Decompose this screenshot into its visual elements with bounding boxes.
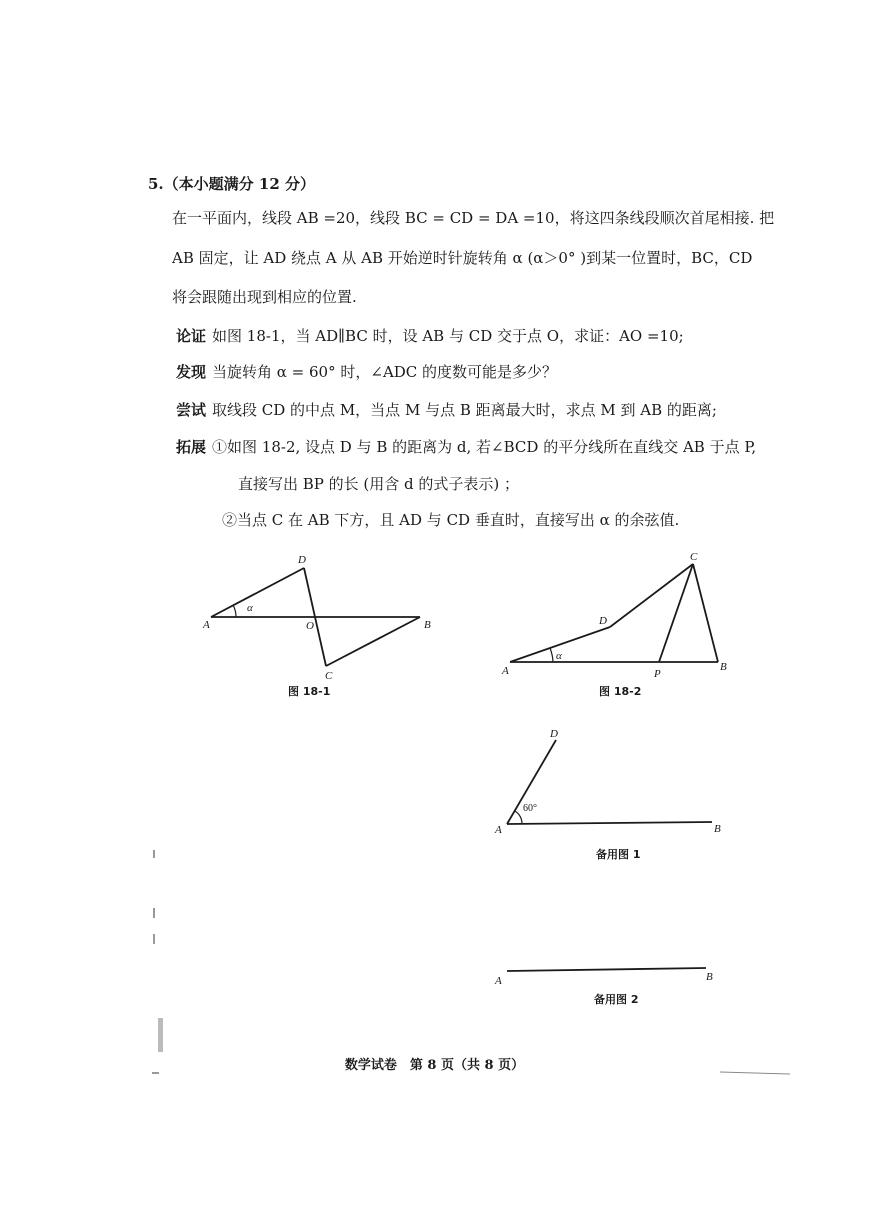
try-tag: 尝试 xyxy=(176,401,207,419)
spare1-angle-arc xyxy=(515,811,522,824)
fig1-label-o: O xyxy=(306,620,314,632)
fig1-label-d: D xyxy=(298,554,306,566)
fig1-label-b: B xyxy=(424,619,431,631)
intro-line-3: 将会跟随出现到相应的位置. xyxy=(172,288,357,306)
spare1-label-angle: 60° xyxy=(523,803,537,814)
fig1-angle-arc xyxy=(233,605,236,617)
spare1-caption: 备用图 1 xyxy=(596,848,641,861)
scan-mark xyxy=(153,908,155,918)
spare2-label-b: B xyxy=(706,971,713,983)
fig2-label-d: D xyxy=(599,615,607,627)
fig2-segment-dc xyxy=(610,564,693,627)
fig2-segment-cp xyxy=(659,564,693,662)
fig2-label-alpha: α xyxy=(556,650,562,662)
fig1-segment-ad xyxy=(211,568,304,617)
spare1-label-b: B xyxy=(714,823,721,835)
fig2-caption: 图 18-2 xyxy=(599,685,642,698)
intro-line-1: 在一平面内，线段 AB =20，线段 BC = CD = DA =10，将这四条线段顺次首尾相接. 把 xyxy=(172,209,775,227)
proof-text: 如图 18-1，当 AD∥BC 时，设 AB 与 CD 交于点 O，求证：AO =10; xyxy=(212,327,684,345)
discover-tag: 发现 xyxy=(176,363,207,381)
figure-18-2 xyxy=(510,564,718,662)
spare1-label-d: D xyxy=(550,728,558,740)
scan-mark xyxy=(153,934,155,944)
spare2-caption: 备用图 2 xyxy=(594,993,639,1006)
spare2-label-a: A xyxy=(495,975,502,987)
fig1-label-alpha: α xyxy=(247,602,253,614)
fig2-angle-arc xyxy=(550,648,553,662)
fig1-label-a: A xyxy=(203,619,210,631)
fig1-label-c: C xyxy=(325,670,333,682)
spare1-segment-ab xyxy=(507,822,712,824)
fig1-segment-cb xyxy=(326,617,420,666)
question-header: 5.（本小题满分 12 分） xyxy=(148,175,315,193)
scan-mark xyxy=(152,1072,159,1074)
fig2-segment-cb xyxy=(693,564,718,662)
proof-tag: 论证 xyxy=(176,327,207,345)
fig2-label-b: B xyxy=(720,661,727,673)
extend-text-1: ①如图 18-2, 设点 D 与 B 的距离为 d, 若∠BCD 的平分线所在直线交 AB 于点 P, xyxy=(212,438,757,456)
extend-text-2: 直接写出 BP 的长 (用含 d 的式子表示) ； xyxy=(238,475,520,493)
fig1-caption: 图 18-1 xyxy=(288,685,331,698)
try-text: 取线段 CD 的中点 M，当点 M 与点 B 距离最大时，求点 M 到 AB 的距离; xyxy=(212,401,717,419)
spare1-label-a: A xyxy=(495,824,502,836)
scan-mark xyxy=(158,1018,163,1052)
fig2-label-p: P xyxy=(654,668,661,680)
fig2-label-a: A xyxy=(502,665,509,677)
extend-text-3: ②当点 C 在 AB 下方，且 AD 与 CD 垂直时，直接写出 α 的余弦值. xyxy=(222,511,680,529)
figure-18-1 xyxy=(211,568,420,666)
spare-figure-1 xyxy=(507,740,712,824)
discover-text: 当旋转角 α = 60° 时，∠ADC 的度数可能是多少？ xyxy=(212,363,558,381)
scan-mark xyxy=(153,850,155,858)
spare-figure-2 xyxy=(507,968,706,971)
intro-line-2: AB 固定，让 AD 绕点 A 从 AB 开始逆时针旋转角 α (α＞0° )到某一位置时，BC，CD xyxy=(172,249,753,267)
extend-tag: 拓展 xyxy=(176,438,207,456)
fig2-label-c: C xyxy=(690,551,698,563)
spare2-segment-ab xyxy=(507,968,706,971)
page-footer: 数学试卷 第 8 页（共 8 页） xyxy=(344,1058,525,1073)
